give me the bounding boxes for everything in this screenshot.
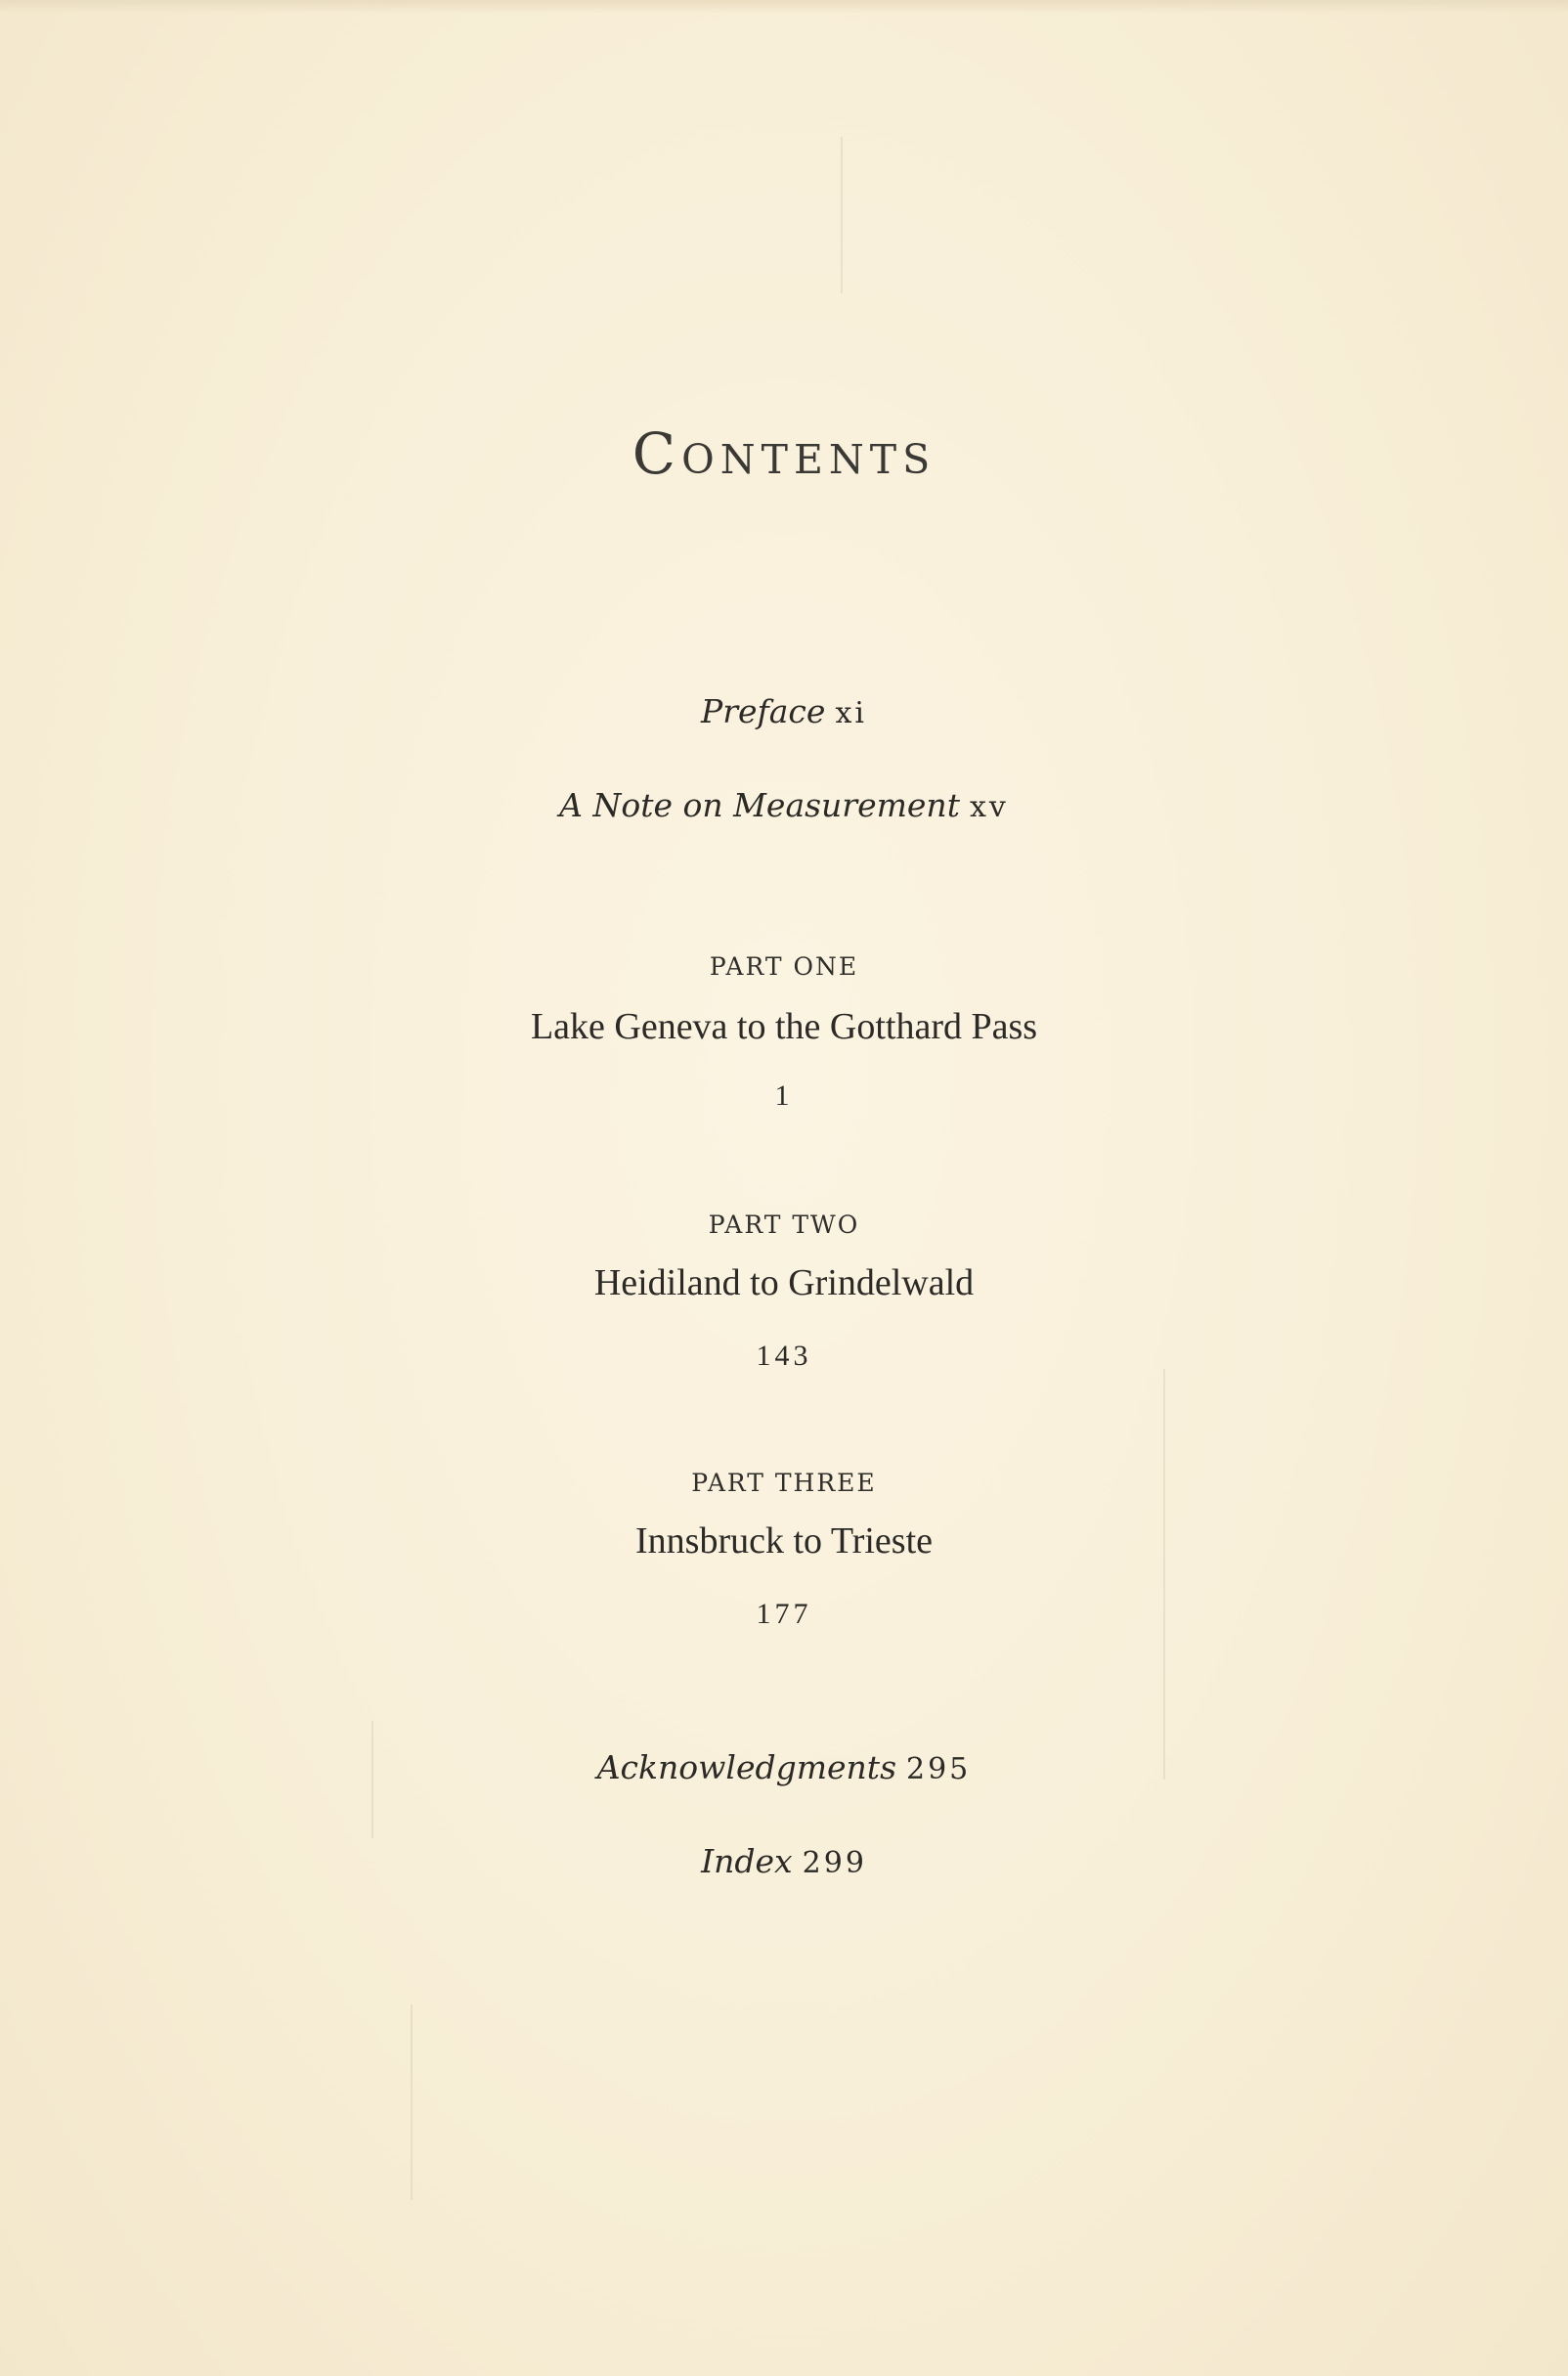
- part-two-page: 143: [756, 1340, 812, 1372]
- toc-entry-page: 295: [906, 1752, 972, 1786]
- paper-crease: [841, 137, 843, 293]
- part-one-label: PART ONE: [709, 952, 859, 981]
- part-three-title[interactable]: Innsbruck to Trieste: [635, 1520, 933, 1562]
- paper-crease: [411, 2004, 413, 2200]
- toc-entry-title: Preface: [701, 692, 826, 730]
- toc-entry-title: A Note on Measurement: [559, 786, 960, 824]
- part-one-title[interactable]: Lake Geneva to the Gotthard Pass: [530, 1006, 1038, 1047]
- toc-entry-acknowledgments[interactable]: [0, 1748, 1568, 1786]
- toc-entry-title: Index: [701, 1842, 793, 1880]
- part-three-page: 177: [756, 1598, 812, 1630]
- part-two-title[interactable]: Heidiland to Grindelwald: [593, 1262, 975, 1303]
- toc-entry-page: 299: [802, 1846, 867, 1880]
- paper-crease: [1163, 1369, 1165, 1780]
- toc-entry-index[interactable]: [0, 1842, 1568, 1880]
- toc-entry-page: xi: [835, 696, 867, 730]
- toc-entry-title: Acknowledgments: [596, 1748, 896, 1786]
- part-one-page: 1: [774, 1079, 794, 1112]
- page-top-edge: [0, 0, 1568, 14]
- toc-entry-note-on-measurement[interactable]: [0, 786, 1568, 824]
- page-title: Contents: [632, 420, 936, 487]
- toc-entry-page: xv: [969, 790, 1009, 824]
- part-two-label: PART TWO: [708, 1210, 860, 1239]
- part-three-label: PART THREE: [691, 1469, 877, 1497]
- toc-entry-preface[interactable]: [0, 692, 1568, 730]
